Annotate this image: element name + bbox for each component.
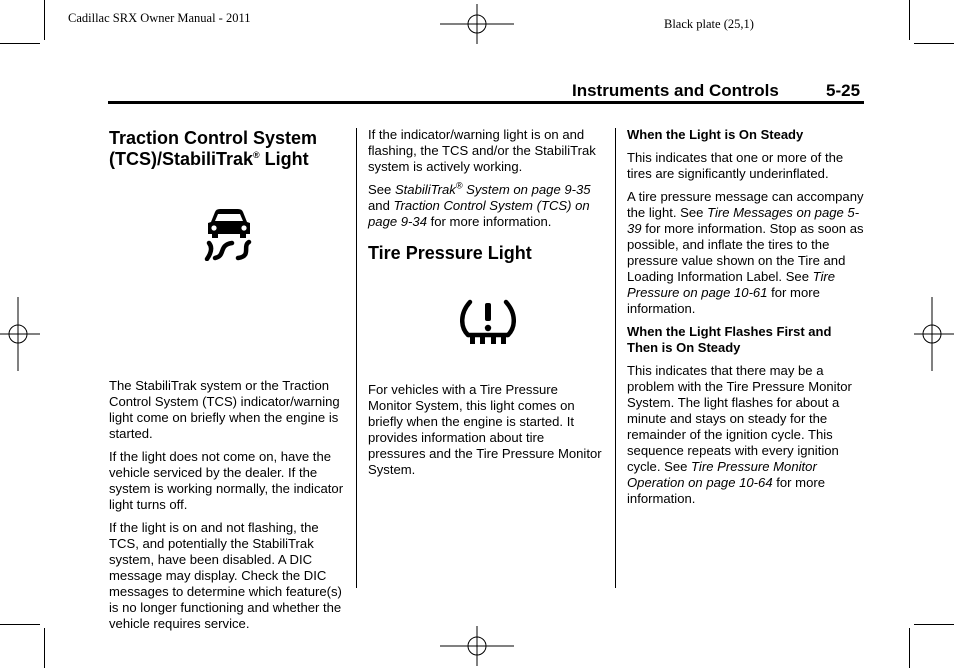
on-steady-paragraph: This indicates that one or more of the tires are significantly underinflated. — [627, 150, 844, 181]
plate-label: Black plate (25,1) — [664, 17, 754, 31]
tire-pressure-icon — [460, 299, 516, 345]
tire-pressure-paragraph: For vehicles with a Tire Pressure Monitor System, this light comes on briefly when the engine is started. It provides information about tire pressures and the Tire Pressure Monitor System. — [368, 382, 602, 477]
tire-pressure-link[interactable]: Tire Pressure on page 10-61 — [627, 269, 836, 300]
crop-mark — [44, 628, 45, 668]
traction-control-icon — [202, 207, 258, 261]
column-1 — [109, 128, 349, 639]
crop-mark — [44, 0, 45, 40]
stabilitrak-link[interactable]: StabiliTrak® System on page 9-35 — [394, 180, 591, 197]
tcs-paragraph-1: The StabiliTrak system or the Traction Control System (TCS) indicator/warning light come on briefly when the engine is started. — [109, 378, 340, 441]
section-title: Instruments and Controls — [572, 81, 779, 100]
tcs-heading — [109, 128, 349, 170]
crop-mark — [0, 624, 40, 625]
manual-title: Cadillac SRX Owner Manual - 2011 — [68, 11, 251, 25]
column-divider — [615, 128, 616, 588]
crop-mark — [914, 624, 954, 625]
crop-mark — [909, 0, 910, 40]
registration-mark-top — [440, 4, 514, 44]
header-rule — [108, 101, 864, 104]
tire-messages-link[interactable]: Tire Messages on page 5-39 — [627, 205, 860, 236]
tire-pressure-heading: Tire Pressure Light — [368, 243, 532, 263]
tcs-heading-line1: Traction Control System — [109, 128, 318, 148]
crop-mark — [0, 43, 40, 44]
registration-mark-bottom — [440, 626, 514, 666]
subheading-flashes: When the Light Flashes First and Then is On Steady — [627, 324, 832, 355]
column-3 — [627, 127, 865, 514]
flashes-paragraph: This indicates that there may be a problem with the Tire Pressure Monitor System. The light flashes for about a minute and stays on steady for the remainder of the ignition cycle. This sequence repeats with every ignition cycle. See Tire Pressure Monitor Operation on page 10-64 for more information. — [627, 363, 852, 506]
crop-mark — [909, 628, 910, 668]
registration-mark-left — [0, 297, 40, 371]
column-2 — [368, 127, 604, 485]
tire-message-paragraph: A tire pressure message can accompany the light. See Tire Messages on page 5-39 for more information. Stop as soon as possible, and inflate the tires to the pressure value shown on the Tire and Loading Information Label. See Tire Pressure on page 10-61 for more information. — [627, 189, 864, 316]
tcs-paragraph-3: If the light is on and not flashing, the TCS, and potentially the StabiliTrak system, have been disabled. A DIC message may display. Check the DIC messages to determine which feature(s) is no longer functioning and whether the vehicle requires service. — [109, 520, 342, 631]
tcs-flashing-paragraph: If the indicator/warning light is on and flashing, the TCS and/or the StabiliTrak system is actively working. — [368, 127, 596, 174]
tcs-heading-line2: (TCS)/StabiliTrak — [109, 149, 254, 169]
tpms-operation-link[interactable]: Tire Pressure Monitor Operation on page 10-64 — [627, 459, 817, 490]
column-divider — [356, 128, 357, 588]
tcs-heading-line2-end: Light — [259, 149, 309, 169]
tcs-link[interactable]: Traction Control System (TCS) on page 9-34 — [368, 198, 590, 229]
page-number: 5-25 — [826, 81, 861, 100]
tcs-paragraph-2: If the light does not come on, have the vehicle serviced by the dealer. If the system is working normally, the indicator light turns off. — [109, 449, 344, 512]
registration-mark-right — [914, 297, 954, 371]
registered-mark: ® — [253, 150, 260, 160]
crop-mark — [914, 43, 954, 44]
subheading-on-steady: When the Light is On Steady — [627, 127, 804, 142]
tcs-see-also: See StabiliTrak® System on page 9-35 and Traction Control System (TCS) on page 9-34 for more information. — [368, 180, 591, 229]
